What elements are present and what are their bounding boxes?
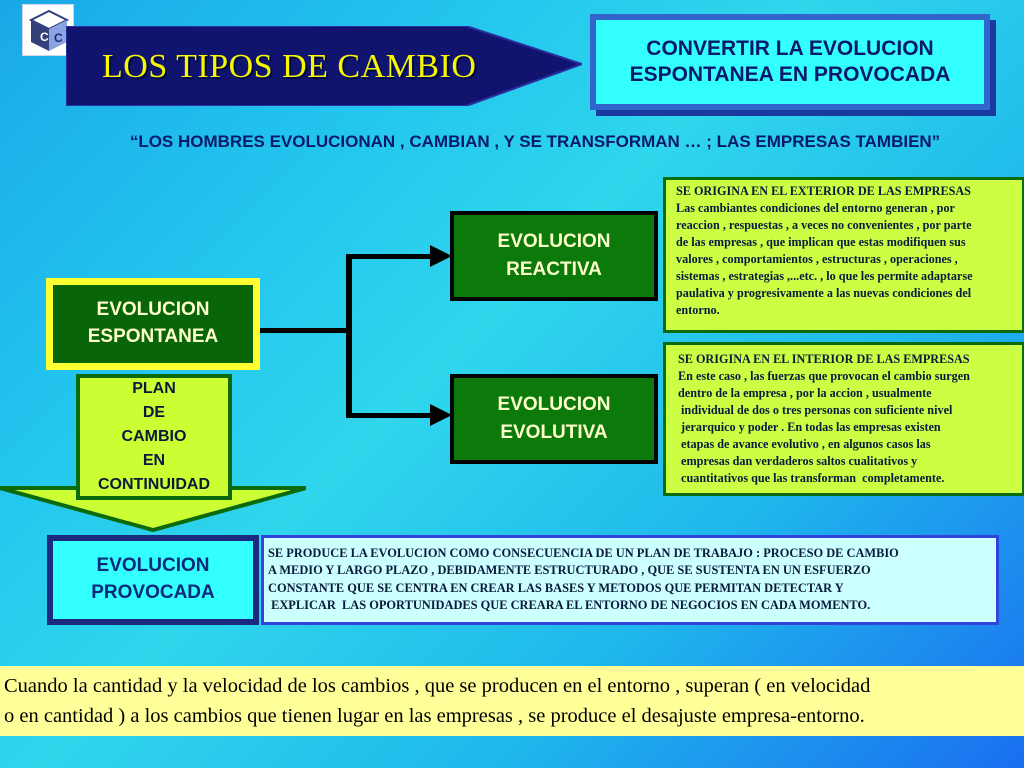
evolutiva-desc-line: En este caso , las fuerzas que provocan el cambio surgen: [678, 368, 970, 383]
logo-letter-1: C: [40, 30, 49, 44]
convert-box: [590, 14, 990, 110]
footer-line-2: o en cantidad ) a los cambios que tienen lugar en las empresas , se produce el desajuste empresa-entorno.: [4, 704, 865, 727]
evolutiva-desc-line: SE ORIGINA EN EL INTERIOR DE LAS EMPRESAS: [678, 352, 970, 366]
reactiva-description: [663, 177, 1024, 333]
plan-line-1: PLAN: [132, 380, 176, 397]
reactiva-desc-line: reaccion , respuestas , a veces no convenientes , por parte: [676, 217, 972, 232]
espontanea-line-2: ESPONTANEA: [87, 326, 219, 347]
convert-line-2: ESPONTANEA EN PROVOCADA: [629, 63, 951, 86]
title-banner: [66, 26, 582, 106]
provocada-desc-line: CONSTANTE QUE SE CENTRA EN CREAR LAS BASES Y METODOS QUE PERMITAN DETECTAR Y: [268, 580, 844, 595]
convert-box-inner: [596, 20, 984, 104]
espontanea-line-1: EVOLUCION: [96, 299, 210, 321]
connector-top: [346, 254, 436, 259]
connector-main: [258, 328, 350, 333]
provocada-desc-line: EXPLICAR LAS OPORTUNIDADES QUE CREARA EL ENTORNO DE NEGOCIOS EN CADA MOMENTO.: [268, 598, 871, 613]
arrow-head-bottom-icon: [430, 404, 452, 426]
reactiva-desc-line: valores , comportamientos , estructuras , operaciones ,: [676, 251, 958, 266]
espontanea-frame: [46, 278, 260, 370]
reactiva-desc-line: Las cambiantes condiciones del entorno generan , por: [676, 200, 955, 215]
espontanea-box: [53, 285, 253, 363]
plan-line-2: DE: [142, 404, 166, 421]
reactiva-line-2: REACTIVA: [506, 259, 602, 280]
footer-line-1: Cuando la cantidad y la velocidad de los cambios , que se producen en el entorno , superan ( en velocidad: [4, 675, 871, 697]
provocada-box: [53, 541, 253, 619]
quote: “LOS HOMBRES EVOLUCIONAN , CAMBIAN , Y SE TRANSFORMAN … ; LAS EMPRESAS TAMBIEN”: [129, 132, 941, 151]
provocada-line-2: PROVOCADA: [91, 582, 215, 603]
provocada-line-1: EVOLUCION: [96, 555, 210, 577]
plan-line-4: EN: [142, 452, 166, 469]
page-title: LOS TIPOS DE CAMBIO: [102, 48, 477, 85]
evolutiva-description: [663, 342, 1024, 496]
evolutiva-desc-line: empresas dan verdaderos saltos cualitativos y: [678, 453, 918, 468]
convert-line-1: CONVERTIR LA EVOLUCION: [646, 36, 934, 60]
connector-vertical: [346, 256, 352, 416]
arrow-head-top-icon: [430, 245, 452, 267]
evolutiva-desc-line: individual de dos o tres personas con suficiente nivel: [678, 402, 953, 417]
evolutiva-line-2: EVOLUTIVA: [500, 422, 608, 443]
connector-bottom: [346, 413, 436, 418]
footer-note: [0, 666, 1024, 736]
provocada-description: [261, 535, 999, 625]
evolutiva-desc-line: jerarquico y poder . En todas las empresas existen: [678, 419, 941, 434]
plan-line-5: CONTINUIDAD: [98, 476, 210, 493]
plan-line-3: CAMBIO: [121, 428, 187, 445]
reactiva-line-1: EVOLUCION: [497, 231, 611, 253]
evolutiva-box: [450, 374, 658, 464]
provocada-frame: [47, 535, 259, 625]
reactiva-desc-line: sistemas , estrategias ,...etc. , lo que les permite adaptarse: [676, 268, 973, 283]
evolutiva-line-1: EVOLUCION: [497, 394, 611, 416]
evolutiva-desc-line: cuantitativos que las transforman completamente.: [678, 470, 945, 485]
provocada-desc-line: SE PRODUCE LA EVOLUCION COMO CONSECUENCIA DE UN PLAN DE TRABAJO : PROCESO DE CAMBIO: [268, 546, 899, 560]
reactiva-desc-line: SE ORIGINA EN EL EXTERIOR DE LAS EMPRESAS: [676, 184, 971, 198]
reactiva-desc-line: entorno.: [676, 302, 720, 317]
reactiva-desc-line: paulativa y progresivamente a las nuevas condiciones del: [676, 285, 972, 300]
evolutiva-desc-line: etapas de avance evolutivo , en algunos casos las: [678, 436, 931, 451]
logo-letter-2: C: [54, 31, 63, 45]
reactiva-desc-line: de las empresas , que implican que estas modifiquen sus: [676, 234, 966, 249]
provocada-desc-line: A MEDIO Y LARGO PLAZO , DEBIDAMENTE ESTRUCTURADO , QUE SE SUSTENTA EN UN ESFUERZO: [268, 563, 871, 578]
reactiva-box: [450, 211, 658, 301]
plan-box: [76, 374, 232, 500]
evolutiva-desc-line: dentro de la empresa , por la accion , usualmente: [678, 385, 932, 400]
